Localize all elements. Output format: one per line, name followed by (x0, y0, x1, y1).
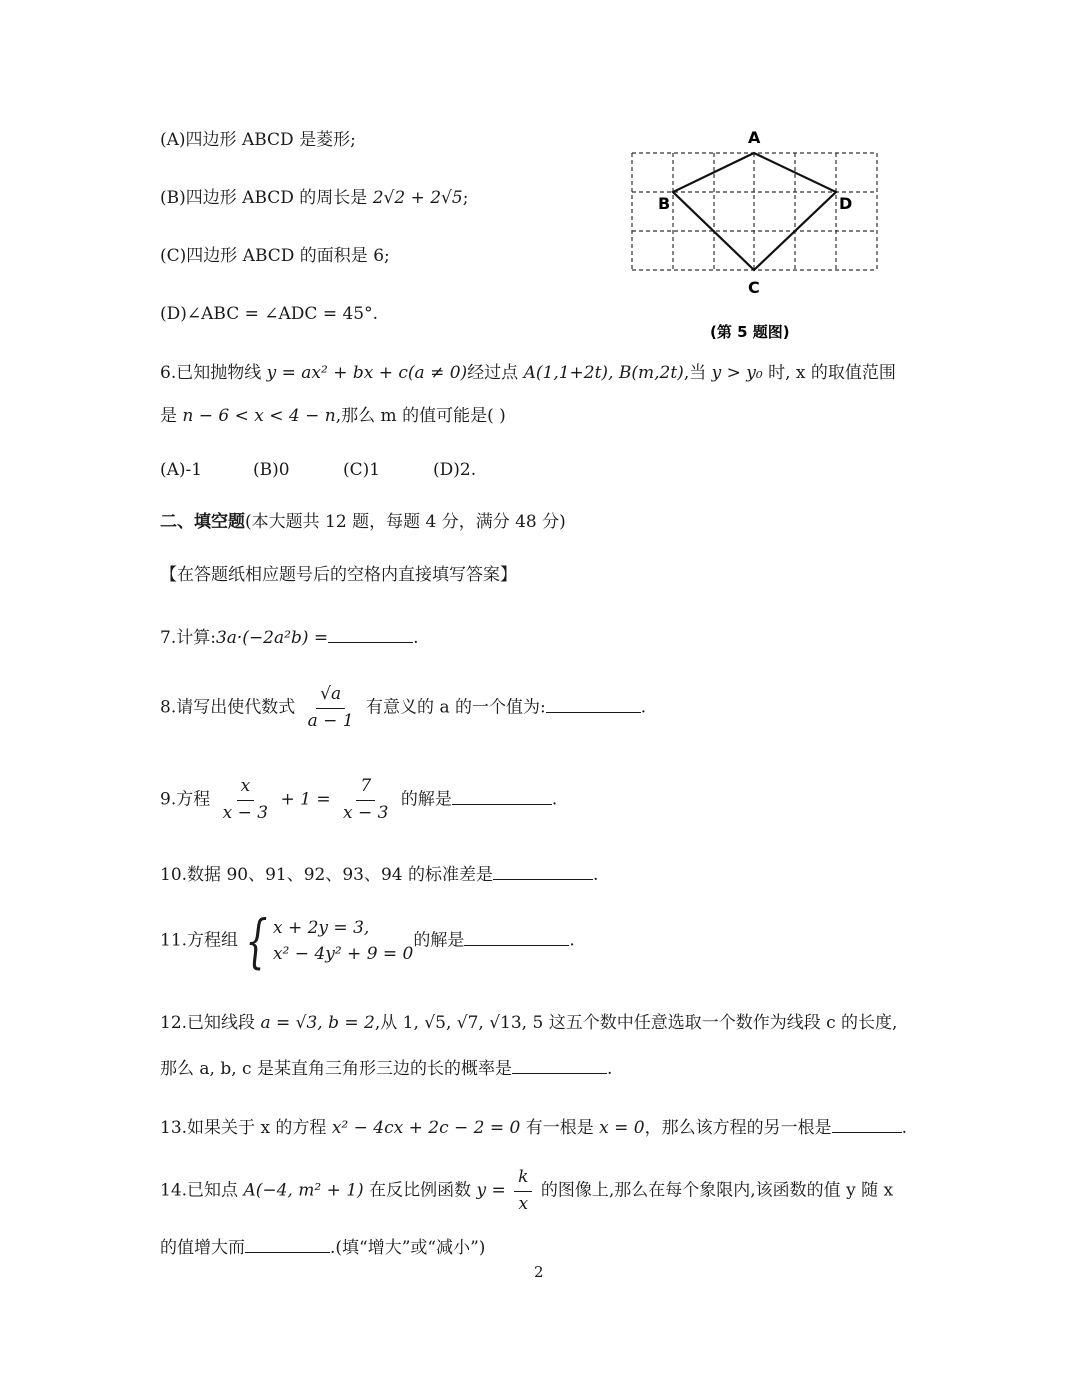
q6-option-b: (B)0 (253, 460, 290, 480)
q9 (160, 777, 557, 823)
q9-end: . (551, 789, 558, 810)
q11-system (238, 907, 414, 975)
q13 (160, 1115, 907, 1138)
q13-text-1: 13.如果关于 x 的方程 (160, 1118, 332, 1138)
q14-line1 (160, 1168, 893, 1214)
q14-function-y: y = (476, 1180, 512, 1201)
q12-text-2: ,从 (374, 1013, 403, 1033)
q5-option-b-text: (B)四边形 ABCD 的周长是 (160, 188, 373, 208)
q9-fraction-right (339, 777, 392, 823)
q14-fraction (514, 1168, 532, 1214)
q7-end: . (413, 628, 419, 648)
q6-text-3: ,当 (683, 363, 712, 383)
q8-text: 有意义的 a 的一个值为: (360, 697, 546, 718)
q14-text-1: 14.已知点 (160, 1180, 244, 1201)
q6-options (160, 460, 476, 480)
q6-text-5: 是 (160, 406, 183, 426)
q12-line2 (160, 1056, 612, 1079)
q5-option-c: (C)四边形 ABCD 的面积是 6; (160, 246, 390, 266)
q12-text-1: 12.已知线段 (160, 1013, 261, 1033)
q6-range: n − 6 < x < 4 − n (182, 406, 336, 426)
q5-option-a: (A)四边形 ABCD 是菱形; (160, 130, 356, 150)
q14-text-4: 的值增大而 (160, 1238, 245, 1258)
q6-option-c: (C)1 (343, 460, 381, 480)
q6-line1 (160, 363, 896, 383)
q14-answer-blank[interactable] (245, 1235, 330, 1253)
q8-label: 8.请写出使代数式 (160, 697, 301, 718)
q6-text-2: 经过点 (467, 363, 524, 383)
q8-denominator: a − 1 (307, 710, 354, 731)
q5-option-b-math: 2√2 + 2√5 (372, 188, 463, 208)
q6-option-a: (A)-1 (160, 460, 203, 480)
section-2-note: (本大题共 12 题，每题 4 分，满分 48 分) (245, 512, 566, 532)
q13-text-2: 有一根是 (520, 1118, 600, 1138)
label-b: B (658, 194, 671, 213)
q6-points: A(1,1+2t), B(m,2t) (523, 363, 684, 383)
q6-option-d: (D)2. (433, 460, 477, 480)
q7 (160, 625, 419, 648)
q6-text-6: ,那么 m 的值可能是( ) (335, 406, 506, 426)
q11-text: 的解是 (413, 930, 465, 951)
q13-text-3: ，那么该方程的另一根是 (644, 1118, 832, 1138)
q8-numerator: √a (316, 685, 345, 709)
q13-answer-blank[interactable] (832, 1115, 902, 1133)
q14-line2 (160, 1235, 485, 1258)
q11-answer-blank[interactable] (464, 928, 569, 946)
q13-end: . (901, 1118, 908, 1138)
q12-answer-blank[interactable] (512, 1056, 607, 1074)
q7-label: 7.计算: (160, 628, 216, 648)
q14-text-5: .(填“增大”或“减小”) (330, 1238, 486, 1258)
section-2-heading (160, 512, 566, 532)
label-c: C (748, 278, 760, 297)
q14-numerator: k (514, 1168, 532, 1192)
q11-brace: { (245, 907, 268, 975)
page-number: 2 (534, 1263, 544, 1281)
q14-denominator: x (518, 1193, 529, 1214)
q6-parabola: y = ax² + bx + c(a ≠ 0) (266, 363, 468, 383)
q14-point: A(−4, m² + 1) (243, 1180, 364, 1201)
section-2-instruction: 【在答题纸相应题号后的空格内直接填写答案】 (160, 565, 517, 585)
q10 (160, 862, 598, 885)
q14-text-2: 在反比例函数 (363, 1180, 477, 1201)
q11-label: 11.方程组 (160, 930, 239, 951)
q9-fraction-left (219, 777, 272, 823)
q5-option-d: (D)∠ABC = ∠ADC = 45°. (160, 304, 379, 324)
q7-answer-blank[interactable] (328, 625, 413, 643)
q8-answer-blank[interactable] (546, 695, 641, 713)
q9-answer-blank[interactable] (452, 787, 552, 805)
q9-num-left: x (237, 777, 255, 801)
q5-option-b-end: ; (462, 188, 469, 208)
q11 (160, 907, 575, 975)
q11-equation-1: x + 2y = 3, (272, 917, 370, 938)
q6-condition: y > y₀ (711, 363, 763, 383)
q10-end: . (593, 865, 599, 885)
figure-caption: (第 5 题图) (710, 323, 790, 341)
q11-equation-2: x² − 4y² + 9 = 0 (272, 944, 414, 964)
q9-text: 的解是 (395, 789, 452, 810)
q11-end: . (569, 930, 575, 951)
q9-label: 9.方程 (160, 789, 216, 810)
q5-figure (620, 125, 895, 350)
q12-end: . (606, 1059, 613, 1079)
q6-text-4: 时, x 的取值范围 (762, 363, 896, 383)
q13-root: x = 0 (599, 1118, 645, 1138)
section-2-title: 二、填空题 (160, 512, 245, 532)
label-d: D (839, 194, 853, 213)
q12-text-4: 那么 a, b, c 是某直角三角形三边的长的概率是 (160, 1059, 512, 1079)
q6-text-1: 6.已知抛物线 (160, 363, 267, 383)
q8 (160, 685, 646, 731)
q10-text: 10.数据 90、91、92、93、94 的标准差是 (160, 865, 494, 885)
q8-end: . (640, 697, 647, 718)
q9-den-right: x − 3 (343, 802, 389, 823)
q7-expression: 3a·(−2a²b) = (215, 628, 329, 648)
label-a: A (748, 128, 761, 147)
q14-text-3: 的图像上,那么在每个象限内,该函数的值 y 随 x (535, 1180, 894, 1201)
q9-den-left: x − 3 (222, 802, 269, 823)
q6-line2 (160, 406, 506, 426)
q10-answer-blank[interactable] (493, 862, 593, 880)
q9-middle: + 1 = (275, 789, 337, 810)
q5-option-b (160, 188, 468, 208)
q12-line1 (160, 1013, 897, 1033)
q12-text-3: 这五个数中任意选取一个数作为线段 c 的长度, (543, 1013, 898, 1033)
q13-equation: x² − 4cx + 2c − 2 = 0 (331, 1118, 521, 1138)
q9-num-right: 7 (356, 777, 375, 801)
q12-numbers: 1, √5, √7, √13, 5 (402, 1013, 544, 1033)
q8-fraction (304, 685, 358, 731)
q12-given: a = √3, b = 2 (260, 1013, 375, 1033)
